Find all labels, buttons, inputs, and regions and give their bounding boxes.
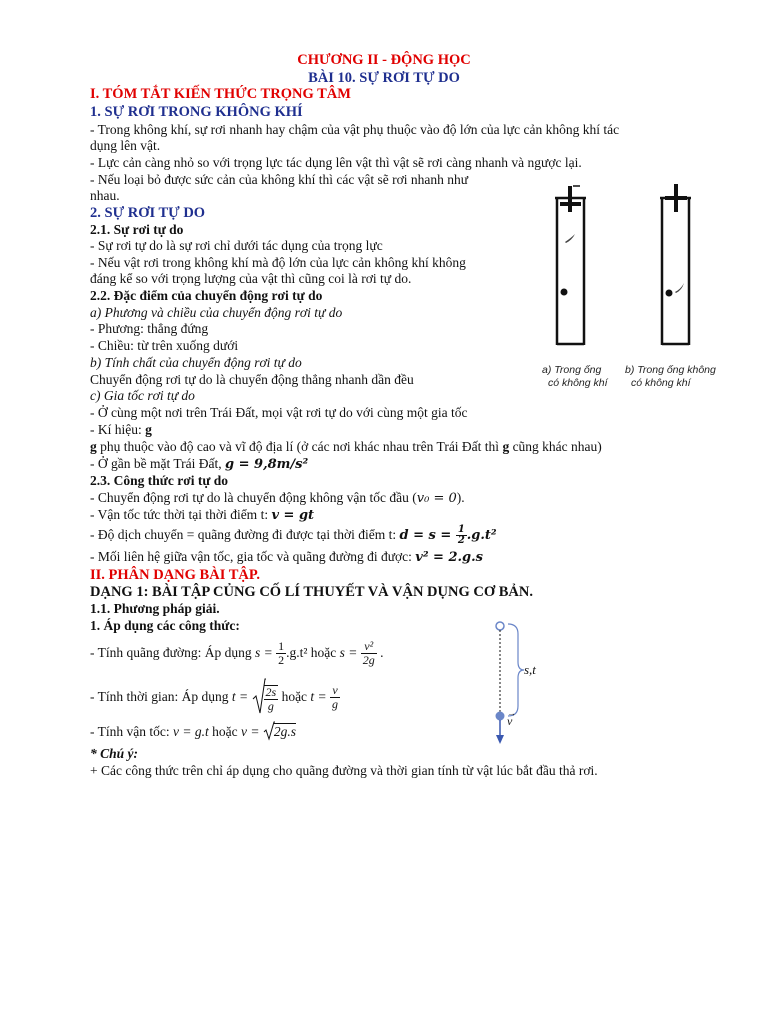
note-title: * Chú ý: <box>90 746 139 761</box>
time-formula-line <box>90 678 340 717</box>
air-line-1: - Trong không khí, sự rơi nhanh hay chậm của vật phụ thuộc vào độ lớn của lực cản không khí tác <box>90 122 620 137</box>
radicand: 2g.s <box>273 724 296 739</box>
fraction-numerator: v² <box>361 640 377 654</box>
2s-over-g-fraction <box>264 685 279 713</box>
s23-line-1 <box>90 490 465 507</box>
t-eq: t = <box>231 689 252 704</box>
g-symbol: g <box>502 439 510 454</box>
air-line-2: dụng lên vật. <box>90 138 161 153</box>
s22a-line-2: - Chiều: từ trên xuống dưới <box>90 338 239 353</box>
s22c-line-3-end: cũng khác nhau) <box>509 439 602 454</box>
lesson-title: BÀI 10. SỰ RƠI TỰ DO <box>308 70 460 86</box>
s23-line-3-text: - Độ dịch chuyển = quãng đường đi được tại thời điểm t: <box>90 527 400 542</box>
v-eq: v = <box>240 724 263 739</box>
v-over-g-fraction <box>330 684 340 711</box>
note-line: + Các công thức trên chỉ áp dụng cho quãng đường và thời gian tính từ vật lúc bắt đầu thả rơi. <box>90 763 598 778</box>
period: . <box>376 645 384 660</box>
fraction-denominator: 2 <box>457 535 465 547</box>
time-formula-text: - Tính thời gian: Áp dụng <box>90 689 232 704</box>
distance-formula-line <box>90 636 384 670</box>
fraction-denominator: g <box>332 697 339 712</box>
air-line-3: - Lực cản càng nhỏ so với trọng lực tác dụng lên vật thì vật sẽ rơi càng nhanh và ngược lại. <box>90 155 582 170</box>
air-line-5: nhau. <box>90 188 120 203</box>
caption-a-line-2: có không khí <box>548 377 608 389</box>
s23-line-3 <box>90 524 497 547</box>
diagram-label-st: s,t <box>524 662 536 677</box>
dang1-title: DẠNG 1: BÀI TẬP CỦNG CỐ LÍ THUYẾT VÀ VẬN DỤNG CƠ BẢN. <box>90 584 533 600</box>
or-word: hoặc <box>208 724 241 739</box>
t-eq-2: t = <box>310 689 331 704</box>
fraction-numerator: 2s <box>265 684 277 699</box>
v-letter: v <box>507 714 513 728</box>
fraction-denominator: g <box>267 698 274 713</box>
fraction-numerator: 1 <box>278 639 285 654</box>
displacement-formula-lhs: d = s = <box>399 528 456 543</box>
s23-line-2 <box>90 507 314 524</box>
air-line-4: - Nếu loại bỏ được sức cản của không khí thì các vật sẽ rơi nhanh như <box>90 172 469 187</box>
velocity-formula: v = gt <box>271 508 315 523</box>
sqrt-symbol-icon <box>252 677 266 715</box>
fraction-denominator: 2 <box>278 653 285 668</box>
s21-title: 2.1. Sự rơi tự do <box>90 222 184 237</box>
s23-line-4-text: - Mối liên hệ giữa vận tốc, gia tốc và quãng đường đi được: <box>90 549 416 564</box>
caption-a-line-1: a) Trong ống <box>542 364 602 376</box>
velocity-formula-line <box>90 724 296 740</box>
g-symbol: g <box>145 422 152 437</box>
s22c-line-3 <box>90 439 602 455</box>
section1-title: I. TÓM TẮT KIẾN THỨC TRỌNG TÂM <box>90 86 351 102</box>
s21-line-3: đáng kể so với trọng lượng của vật thì cũng coi là rơi tự do. <box>90 271 412 286</box>
caption-b-line-2: có không khí <box>631 377 691 389</box>
vector-v <box>507 708 516 728</box>
sqrt-2s-over-g <box>252 679 279 717</box>
g-symbol: g <box>90 439 97 454</box>
tube-b <box>660 184 691 345</box>
or-word: hoặc <box>307 645 340 660</box>
s22c-line-2-text: - Kí hiệu: <box>90 422 146 437</box>
s-eq-2: s = <box>339 645 361 660</box>
s23-line-4 <box>90 549 483 566</box>
method-title: 1.1. Phương pháp giải. <box>90 601 220 616</box>
s21-line-1: - Sự rơi tự do là sự rơi chỉ dưới tác dụng của trọng lực <box>90 238 383 253</box>
s23-line-1-text: - Chuyển động rơi tự do là chuyển động không vận tốc đầu ( <box>90 490 417 505</box>
s22c-line-4 <box>90 456 308 473</box>
fraction-denominator: 2g <box>362 653 375 668</box>
s-eq: s = <box>254 645 277 660</box>
gt2-term: .g.t² <box>286 645 308 660</box>
subsection-freefall-title: 2. SỰ RƠI TỰ DO <box>90 205 206 221</box>
s22b-line: Chuyển động rơi tự do là chuyển động thẳng nhanh dần đều <box>90 372 414 387</box>
diagram-velocity-label <box>507 708 516 729</box>
v-eq-gt: v = g.t <box>172 724 209 739</box>
s22b-title: b) Tính chất của chuyển động rơi tự do <box>90 355 302 370</box>
distance-formula-text: - Tính quãng đường: Áp dụng <box>90 645 255 660</box>
velocity-distance-formula: v² = 2.g.s <box>415 550 483 565</box>
or-word: hoặc <box>278 689 311 704</box>
subsection-air-title: 1. SỰ RƠI TRONG KHÔNG KHÍ <box>90 104 303 120</box>
s23-title: 2.3. Công thức rơi tự do <box>90 473 229 488</box>
s22c-title: c) Gia tốc rơi tự do <box>90 388 195 403</box>
s23-line-1-end: ). <box>456 490 465 505</box>
v2-over-2g-fraction <box>361 640 377 667</box>
s22c-line-3-text: phụ thuộc vào độ cao và vĩ độ địa lí (ở các nơi khác nhau trên Trái Đất thì <box>96 439 503 454</box>
tube-a <box>555 186 586 345</box>
fraction-numerator: v <box>330 684 340 698</box>
velocity-formula-text: - Tính vận tốc: <box>90 724 173 739</box>
half-fraction <box>456 525 467 546</box>
s22c-line-2 <box>90 422 152 438</box>
s22c-line-4-text: - Ở gần bề mặt Trái Đất, <box>90 456 225 471</box>
chapter-title: CHƯƠNG II - ĐỘNG HỌC <box>297 52 471 68</box>
sqrt-2gs <box>263 724 296 739</box>
sqrt-symbol-icon <box>263 721 275 741</box>
vector-arrow-icon: → <box>507 708 516 718</box>
half-fraction <box>276 640 286 667</box>
s22c-line-1: - Ở cùng một nơi trên Trái Đất, mọi vật rơi tự do với cùng một gia tốc <box>90 405 468 420</box>
gravity-value-formula: g = 9,8m/s² <box>224 457 309 472</box>
section2-title: II. PHÂN DẠNG BÀI TẬP. <box>90 567 260 583</box>
fraction-numerator: 1 <box>457 524 465 536</box>
s21-line-2: - Nếu vật rơi trong không khí mà độ lớn của lực cản không khí không <box>90 255 466 270</box>
apply-title: 1. Áp dụng các công thức: <box>90 618 240 633</box>
s22-title: 2.2. Đặc điểm của chuyển động rơi tự do <box>90 288 323 303</box>
initial-velocity-formula: v₀ = 0 <box>416 491 457 506</box>
s22a-title: a) Phương và chiều của chuyển động rơi tự do <box>90 305 343 320</box>
displacement-formula-rhs: .g.t² <box>466 528 497 543</box>
caption-b-line-1: b) Trong ống không <box>625 364 716 376</box>
s23-line-2-text: - Vận tốc tức thời tại thời điểm t: <box>90 507 272 522</box>
free-fall-tubes-figure <box>535 180 735 370</box>
s22a-line-1: - Phương: thẳng đứng <box>90 321 209 336</box>
